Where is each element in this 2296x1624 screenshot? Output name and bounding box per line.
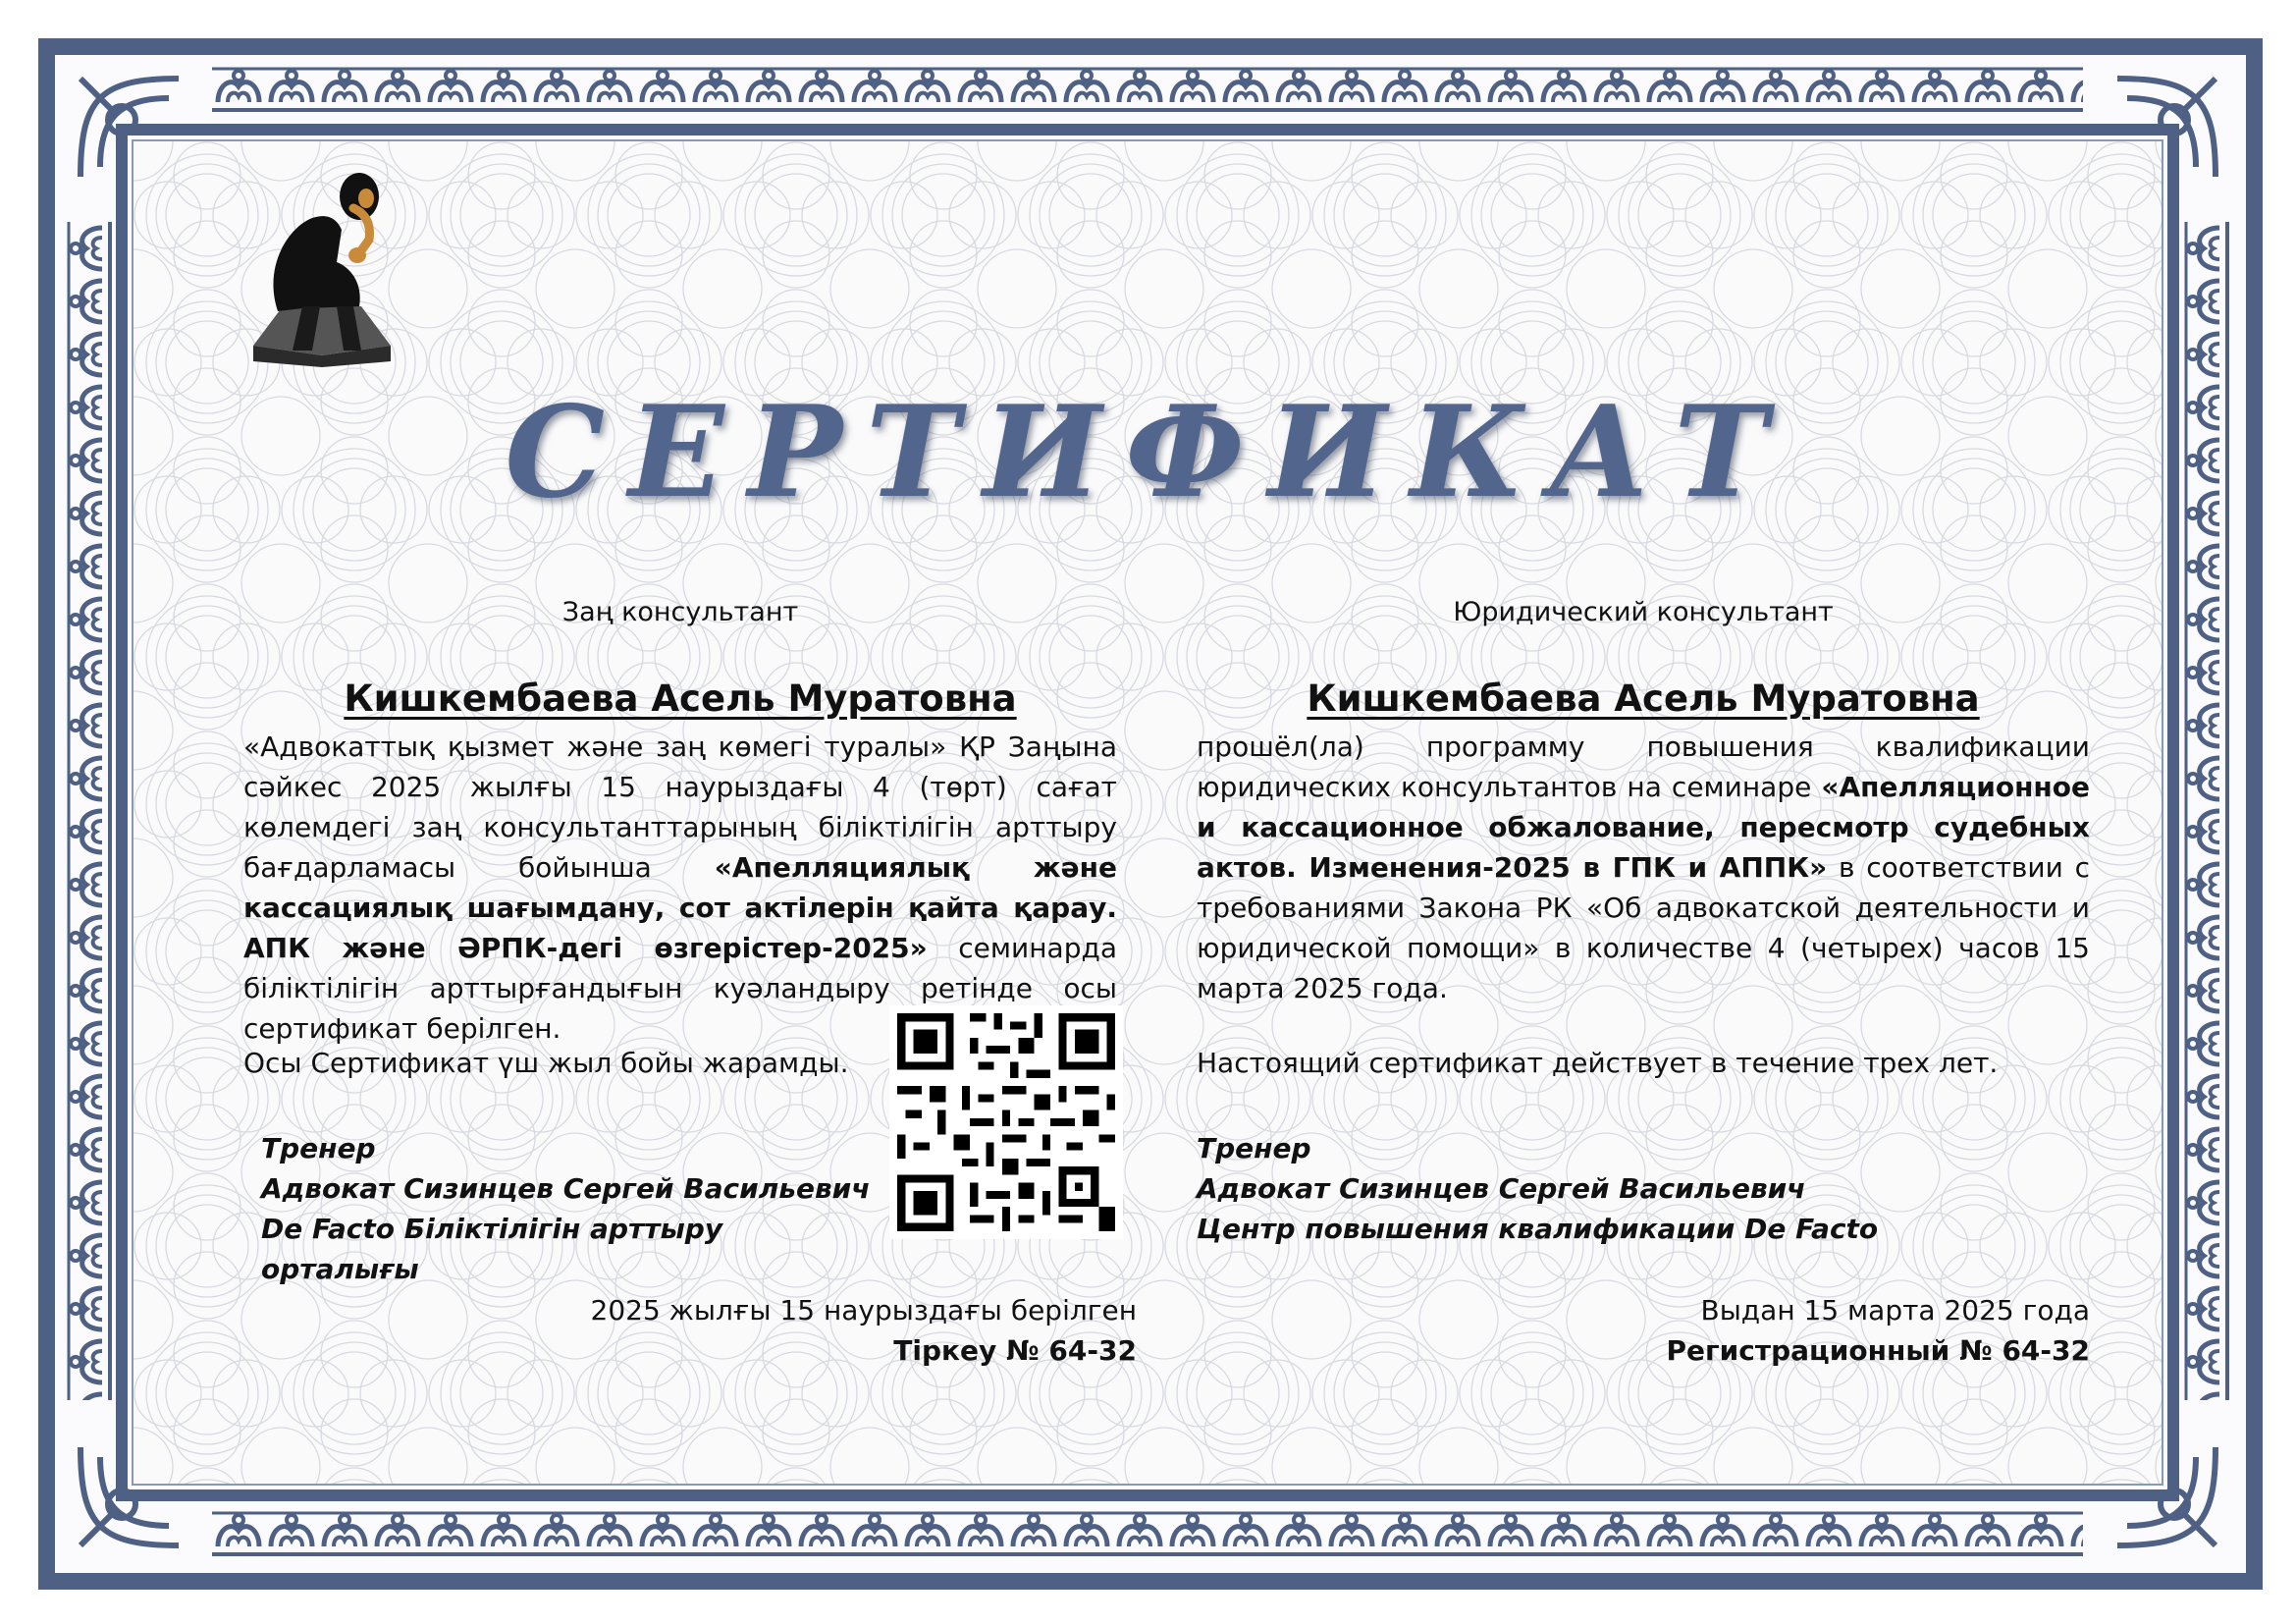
russian-recipient-name: Кишкембаева Асель Муратовна — [1307, 677, 1980, 720]
kazakh-issue-block — [550, 1290, 1137, 1371]
russian-body-intro: прошёл(ла) программу повышения квалификации юридических консультантов на семинаре — [1197, 731, 2090, 803]
russian-body-outro: в соответствии с требованиями Закона РК «Об адвокатской деятельности и юридической помощи» в количестве 4 (четырех) часов 15 марта 2025 года. — [1197, 851, 2090, 1004]
kazakh-registration-number: Тіркеу № 64-32 — [893, 1334, 1137, 1367]
kazakh-body-outro: семинарда біліктілігін арттырғандығын куәландыру ретінде осы сертификат берілген. — [243, 932, 1117, 1045]
russian-body-text — [1197, 727, 2090, 1008]
russian-signer-role: Тренер — [1197, 1132, 1311, 1164]
russian-issue-date: Выдан 15 марта 2025 года — [1700, 1294, 2090, 1326]
kazakh-seminar-title: «Апелляциялық және кассациялық шағымдану, сот актілерін қайта қарау. АПК және ӘРПК-дегі өзгерістер-2025» — [243, 851, 1117, 964]
qr-code-icon[interactable] — [889, 1005, 1123, 1239]
russian-signer-org: Центр повышения квалификации De Facto — [1197, 1213, 1879, 1245]
russian-validity: Настоящий сертификат действует в течение трех лет. — [1197, 1047, 1999, 1079]
russian-signer-block — [1197, 1128, 2090, 1249]
kazakh-body-text — [243, 727, 1117, 1049]
kazakh-recipient-name: Кишкембаева Асель Муратовна — [344, 677, 1017, 720]
kazakh-validity: Осы Сертификат үш жыл бойы жарамды. — [243, 1047, 849, 1079]
russian-subtitle: Юридический консультант — [1453, 597, 1834, 627]
ornament-border-top — [212, 63, 2083, 116]
kazakh-issue-date: 2025 жылғы 15 наурыздағы берілген — [590, 1294, 1137, 1326]
russian-signer-name: Адвокат Сизинцев Сергей Васильевич — [1197, 1172, 1806, 1205]
kazakh-subtitle: Заң консультант — [561, 597, 799, 627]
russian-issue-block — [1197, 1290, 2090, 1371]
ornament-border-bottom — [212, 1507, 2083, 1560]
kazakh-signer-org: De Facto Біліктілігін арттыру орталығы — [261, 1213, 723, 1285]
russian-registration-number: Регистрационный № 64-32 — [1666, 1334, 2090, 1367]
kazakh-body-intro: «Адвокаттық қызмет және заң көмегі туралы» ҚР Заңына сәйкес 2025 жылғы 15 наурыздағы 4 (төрт) сағат көлемдегі заң консультанттарының біліктілігін арттыру бағдарламасы бойынша — [243, 731, 1117, 884]
kazakh-signer-role: Тренер — [261, 1132, 376, 1164]
russian-seminar-title: «Апелляционное и кассационное обжалование, пересмотр судебных актов. Изменения-2025 в ГПК и АППК» — [1197, 771, 2090, 884]
certificate-title: СЕРТИФИКАТ — [505, 379, 1791, 526]
kazakh-signer-name: Адвокат Сизинцев Сергей Васильевич — [261, 1172, 871, 1205]
kazakh-signer-block — [261, 1128, 889, 1289]
thinker-statue-icon — [243, 159, 400, 367]
